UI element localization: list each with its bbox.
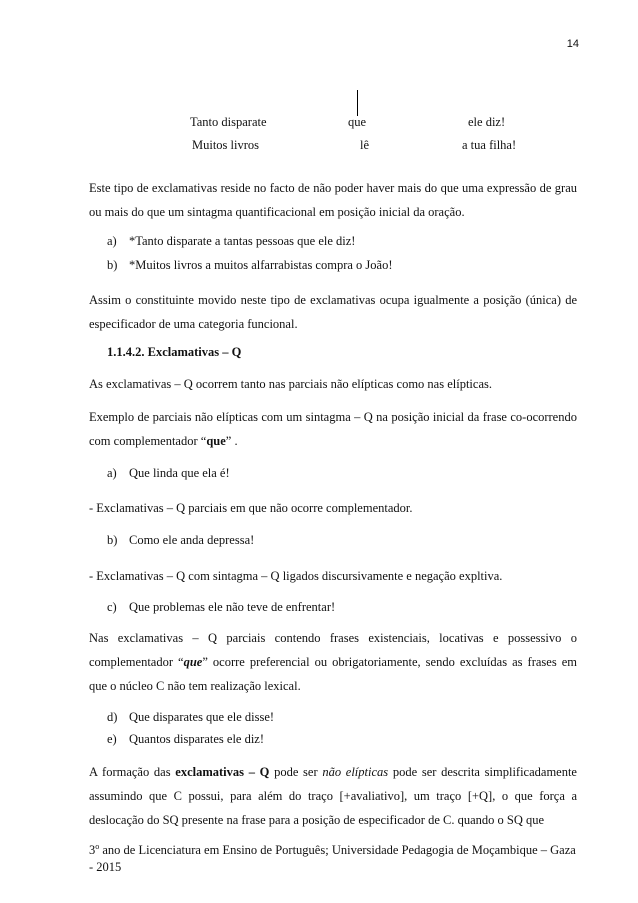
example-phrase: Tanto disparate: [190, 115, 267, 129]
paragraph-2: Assim o constituinte movido neste tipo de exclamativas ocupa igualmente a posição (única) de especificador de uma categoria funcional.: [89, 293, 577, 331]
example-item-a: [107, 466, 230, 481]
paragraph-4: [89, 405, 577, 453]
example-clause: ele diz!: [468, 115, 506, 129]
section-heading: 1.1.4.2. Exclamativas – Q: [107, 345, 242, 359]
list-item-label: a): [107, 234, 117, 248]
list-item-b: [107, 258, 393, 273]
paragraph-8: [89, 760, 577, 832]
list-item-e: [107, 732, 264, 747]
paragraph-6: - Exclamativas – Q com sintagma – Q ligados discursivamente e negação expltiva.: [89, 569, 503, 583]
tree-branch-line: [357, 90, 358, 116]
list-item-d: [107, 710, 274, 725]
page-number: 14: [566, 38, 579, 50]
paragraph-7: [89, 626, 577, 698]
example-phrase: Muitos livros: [192, 138, 260, 152]
emphasis-term: não elípticas: [322, 765, 389, 779]
list-item-text: Que disparates que ele disse!: [129, 710, 275, 724]
page-footer: [89, 838, 577, 876]
list-item-label: e): [107, 732, 117, 746]
example-item-c: [107, 600, 335, 615]
paragraph-text: Nas exclamativas – Q parciais contendo frases existenciais, locativas e possessivo o complementador “: [89, 631, 577, 669]
list-item-text: Quantos disparates ele diz!: [129, 732, 265, 746]
list-item-label: d): [107, 710, 118, 724]
footer-text: 3: [89, 843, 96, 858]
list-item-text: Como ele anda depressa!: [129, 533, 255, 547]
list-item-label: b): [107, 533, 118, 547]
paragraph-text: pode ser descrita simplificadamente assumindo que C possui, para além do traço [+avaliativo], um traço [+Q], o que força a deslocação do SQ presente na frase para a posição de especificador de C. quando o SQ que: [89, 765, 577, 827]
example-item-b: [107, 533, 254, 548]
paragraph-3: As exclamativas – Q ocorrem tanto nas parciais não elípticas como nas elípticas.: [89, 377, 492, 391]
list-item-label: c): [107, 600, 117, 614]
paragraph-text: ” .: [225, 434, 238, 448]
paragraph-5: - Exclamativas – Q parciais em que não ocorre complementador.: [89, 501, 413, 515]
emphasis-que: que: [206, 434, 226, 448]
paragraph-text: Exemplo de parciais não elípticas com um sintagma – Q na posição inicial da frase co-ocorrendo com complementador “: [89, 410, 577, 448]
list-item-label: a): [107, 466, 117, 480]
list-item-a: [107, 234, 355, 249]
paragraph-text: A formação das: [89, 765, 176, 779]
footer-superscript: o: [95, 842, 100, 851]
emphasis-term: exclamativas – Q: [175, 765, 270, 779]
footer-text: ano de Licenciatura em Ensino de Português; Universidade Pedagogia de Moçambique – Gaza - 2015: [89, 843, 576, 875]
example-verb: lê: [360, 138, 370, 152]
example-complementizer: que: [348, 115, 367, 129]
paragraph-1: Este tipo de exclamativas reside no facto de não poder haver mais do que uma expressão de grau ou mais do que um sintagma quantificacional em posição inicial da oração.: [89, 181, 577, 219]
list-item-text: *Muitos livros a muitos alfarrabistas compra o João!: [129, 258, 393, 272]
list-item-text: *Tanto disparate a tantas pessoas que ele diz!: [129, 234, 356, 248]
list-item-label: b): [107, 258, 118, 272]
list-item-text: Que linda que ela é!: [129, 466, 230, 480]
paragraph-text: ” ocorre preferencial ou obrigatoriamente, sendo excluídas as frases em que o núcleo C não tem realização lexical.: [89, 655, 578, 693]
list-item-text: Que problemas ele não teve de enfrentar!: [129, 600, 336, 614]
emphasis-que: que: [183, 655, 203, 669]
example-clause: a tua filha!: [462, 138, 517, 152]
paragraph-text: pode ser: [269, 765, 323, 779]
